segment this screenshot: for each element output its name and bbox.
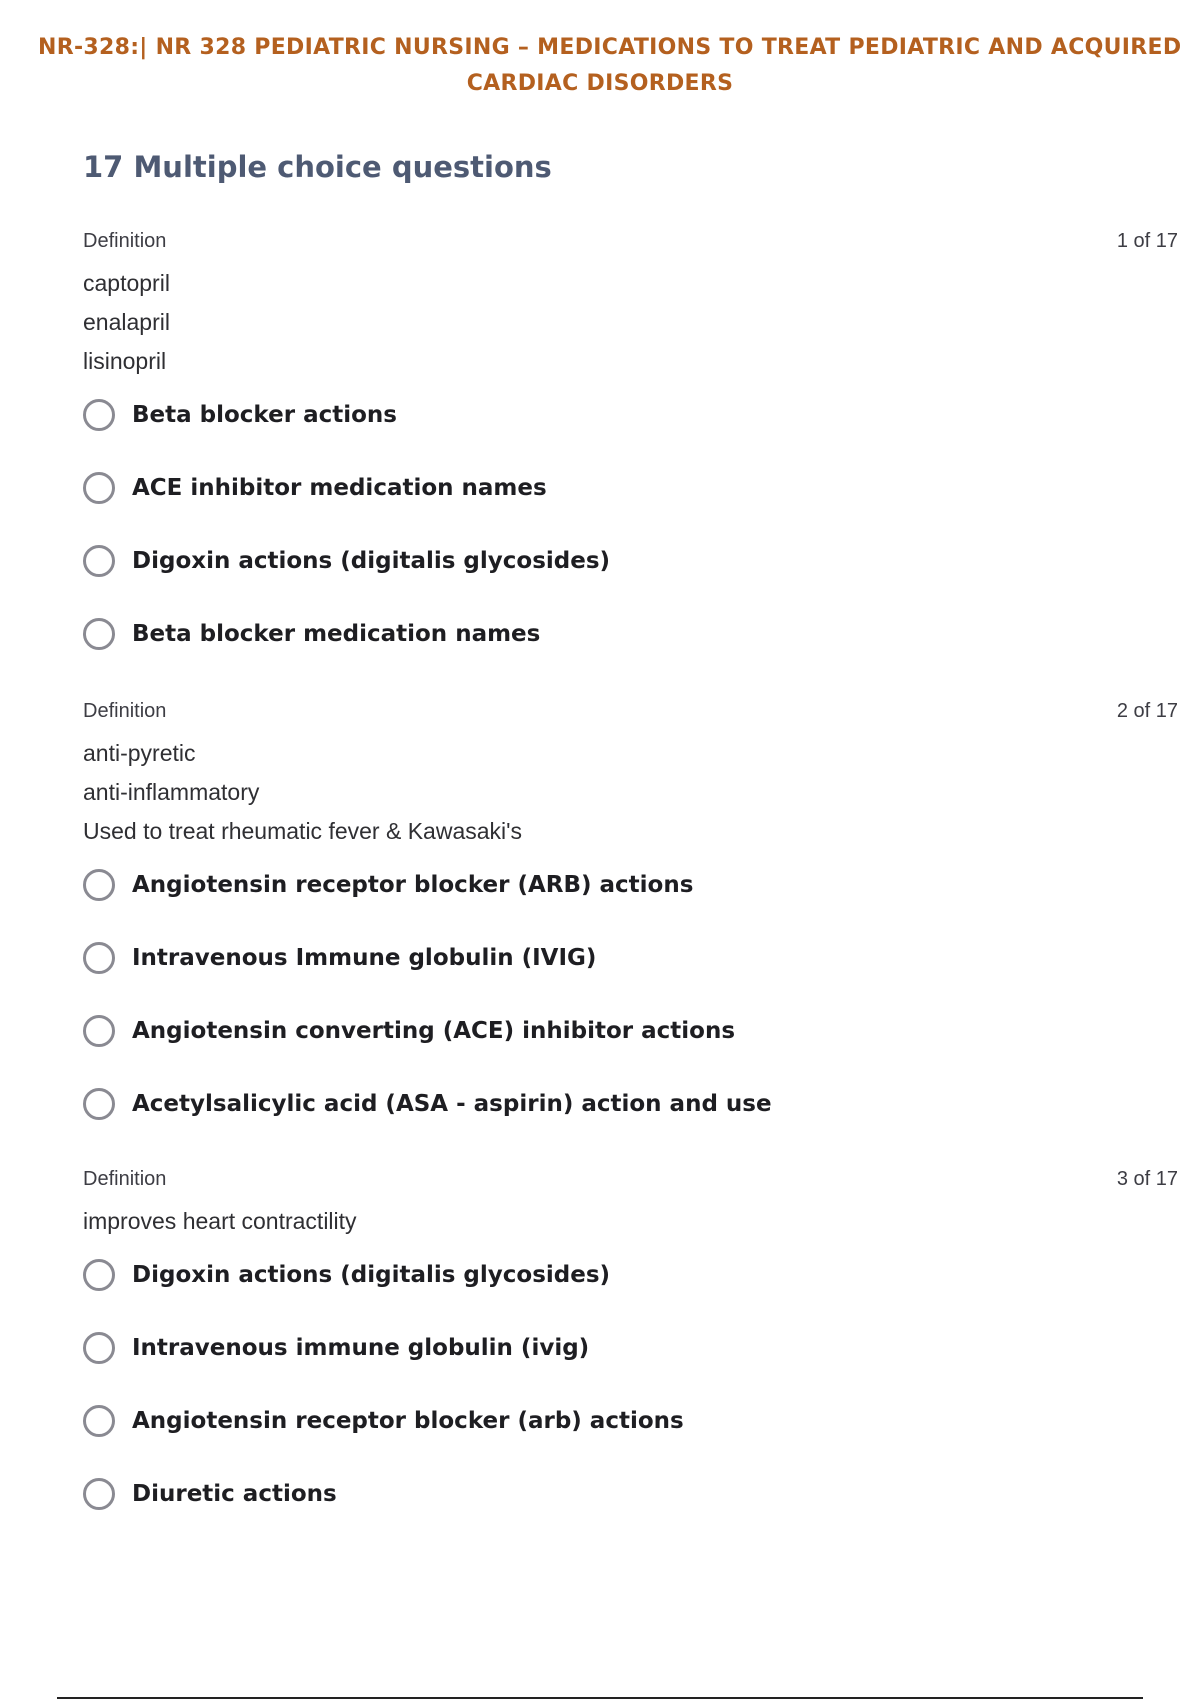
answer-option[interactable] (83, 869, 1178, 942)
radio-button[interactable] (83, 1088, 115, 1120)
document-title-line-1: NR-328:| NR 328 PEDIATRIC NURSING – MEDICATIONS TO TREAT PEDIATRIC AND ACQUIRED (38, 35, 1182, 60)
answer-option-label[interactable]: Angiotensin receptor blocker (arb) actions (132, 1408, 684, 1434)
answer-option[interactable] (83, 1405, 1178, 1478)
definition-text (83, 1206, 1178, 1245)
answer-option[interactable] (83, 618, 1178, 691)
question-counter: 2 of 17 (1116, 700, 1178, 722)
definition-line: improves heart contractility (83, 1208, 357, 1234)
answer-option-label[interactable]: Diuretic actions (132, 1481, 337, 1507)
document-title-line-2: CARDIAC DISORDERS (466, 71, 734, 96)
answer-option[interactable] (83, 942, 1178, 1015)
answer-option-label[interactable]: Digoxin actions (digitalis glycosides) (132, 1262, 611, 1288)
question-set-heading: 17 Multiple choice questions (83, 150, 552, 184)
answer-options (83, 1259, 1178, 1551)
footer-divider (57, 1697, 1143, 1699)
definition-line: captopril (83, 270, 170, 296)
radio-button[interactable] (83, 1332, 115, 1364)
question-counter: 1 of 17 (1116, 230, 1178, 252)
answer-option-label[interactable]: Beta blocker actions (132, 402, 397, 428)
answer-option[interactable] (83, 545, 1178, 618)
definition-line: enalapril (83, 309, 170, 335)
answer-option[interactable] (83, 1088, 1178, 1161)
answer-option-label[interactable]: Digoxin actions (digitalis glycosides) (132, 548, 611, 574)
answer-options (83, 869, 1178, 1161)
question-card-1 (83, 230, 1178, 691)
answer-options (83, 399, 1178, 691)
document-title (0, 30, 1200, 102)
answer-option-label[interactable]: ACE inhibitor medication names (132, 475, 547, 501)
question-counter: 3 of 17 (1116, 1168, 1178, 1190)
answer-option[interactable] (83, 1332, 1178, 1405)
definition-label: Definition (83, 700, 167, 722)
definition-label: Definition (83, 230, 167, 252)
radio-button[interactable] (83, 869, 115, 901)
radio-button[interactable] (83, 1478, 115, 1510)
answer-option[interactable] (83, 399, 1178, 472)
definition-text (83, 268, 1178, 385)
definition-line: Used to treat rheumatic fever & Kawasaki's (83, 818, 523, 844)
answer-option-label[interactable]: Angiotensin converting (ACE) inhibitor actions (132, 1018, 736, 1044)
definition-text (83, 738, 1178, 855)
answer-option-label[interactable]: Acetylsalicylic acid (ASA - aspirin) action and use (132, 1091, 772, 1117)
radio-button[interactable] (83, 399, 115, 431)
answer-option[interactable] (83, 1478, 1178, 1551)
radio-button[interactable] (83, 472, 115, 504)
question-card-2 (83, 700, 1178, 1161)
answer-option-label[interactable]: Beta blocker medication names (132, 621, 541, 647)
answer-option-label[interactable]: Intravenous Immune globulin (IVIG) (132, 945, 597, 971)
definition-line: anti-inflammatory (83, 779, 260, 805)
answer-option[interactable] (83, 1259, 1178, 1332)
radio-button[interactable] (83, 1015, 115, 1047)
answer-option-label[interactable]: Angiotensin receptor blocker (ARB) actions (132, 872, 694, 898)
definition-line: anti-pyretic (83, 740, 196, 766)
answer-option-label[interactable]: Intravenous immune globulin (ivig) (132, 1335, 590, 1361)
answer-option[interactable] (83, 472, 1178, 545)
radio-button[interactable] (83, 618, 115, 650)
radio-button[interactable] (83, 1405, 115, 1437)
answer-option[interactable] (83, 1015, 1178, 1088)
definition-line: lisinopril (83, 348, 167, 374)
radio-button[interactable] (83, 1259, 115, 1291)
radio-button[interactable] (83, 942, 115, 974)
question-card-3 (83, 1168, 1178, 1551)
definition-label: Definition (83, 1168, 167, 1190)
radio-button[interactable] (83, 545, 115, 577)
